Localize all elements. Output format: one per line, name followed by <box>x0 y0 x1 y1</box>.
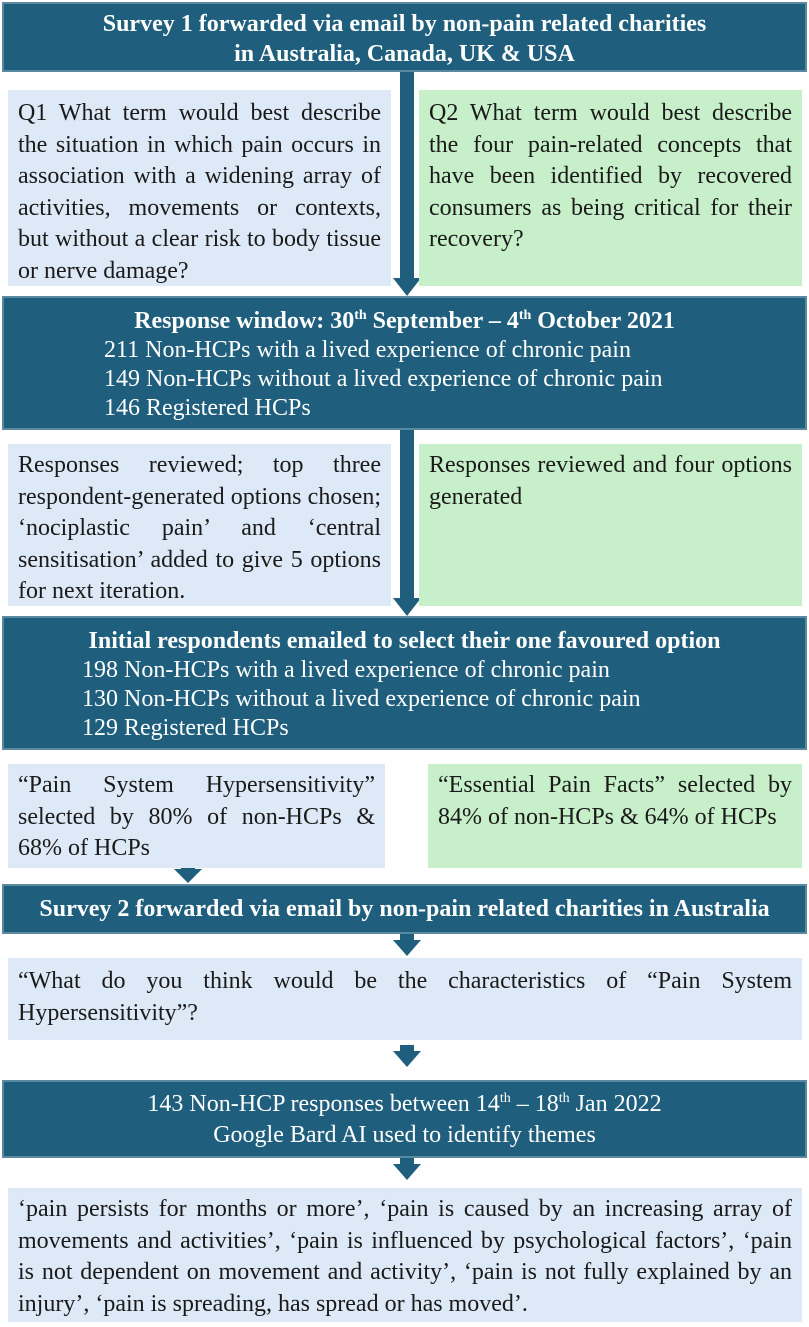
q1-text: Q1 What term would best describe the situation in which pain occurs in association with a widening array of activities, movements or contexts, but without a clear risk to body tissue or nerve damage? <box>18 100 381 284</box>
arrow-shaft-1 <box>400 66 414 286</box>
responses2-line2: Google Bard AI used to identify themes <box>213 1122 596 1148</box>
result-right-box <box>428 764 802 868</box>
q2-text: Q2 What term would best describe the four pain-related concepts that have been identified by recovered consumers as being critical for their recovery? <box>429 100 792 252</box>
response-window-line2: 149 Non-HCPs without a lived experience of chronic pain <box>104 366 663 392</box>
responses2-box <box>2 1080 807 1158</box>
arrow-down-icon <box>393 278 421 296</box>
initial-line3: 129 Registered HCPs <box>82 715 289 741</box>
initial-line2: 130 Non-HCPs without a lived experience of chronic pain <box>82 686 641 712</box>
response-window-line1: 211 Non-HCPs with a lived experience of chronic pain <box>104 337 631 363</box>
review-right-text: Responses reviewed and four options generated <box>429 452 792 510</box>
survey1-title-line1: Survey 1 forwarded via email by non-pain related charities <box>102 11 707 37</box>
initial-title: Initial respondents emailed to select their one favoured option <box>88 628 721 654</box>
themes-box <box>8 1188 802 1322</box>
arrow-down-icon <box>393 1164 421 1180</box>
result-left-text: “Pain System Hypersensitivity” selected by 80% of non-HCPs & 68% of HCPs <box>18 772 375 861</box>
survey1-header <box>2 2 807 72</box>
review-left-text: Responses reviewed; top three respondent-generated options chosen; ‘nociplastic pain’ and ‘central sensitisation’ added to give 5 options for next iteration. <box>18 452 381 604</box>
q1-box <box>8 90 391 286</box>
response-window-title: Response window: 30th September – 4th October 2021 <box>134 308 675 334</box>
result-right-text: “Essential Pain Facts” selected by 84% of non-HCPs & 64% of HCPs <box>438 772 792 830</box>
arrow-down-icon <box>393 598 421 616</box>
initial-line1: 198 Non-HCPs with a lived experience of chronic pain <box>82 657 610 683</box>
arrow-down-icon <box>174 869 202 883</box>
themes-text: ‘pain persists for months or more’, ‘pain is caused by an increasing array of movements and activities’, ‘pain is influenced by psychological factors’, ‘pain is not dependent on movement and activity’, ‘pain is not fully explained by an injury’, ‘pain is spreading, has spread or has moved’. <box>18 1196 792 1317</box>
q2-box <box>419 90 802 286</box>
survey2-header <box>2 884 807 934</box>
question2-text: “What do you think would be the characteristics of “Pain System Hypersensitivity”? <box>18 968 792 1026</box>
arrow-down-icon <box>393 1051 421 1067</box>
response-window-line3: 146 Registered HCPs <box>104 395 311 421</box>
question2-box <box>8 958 802 1040</box>
result-left-box <box>8 764 385 868</box>
survey1-title-line2: in Australia, Canada, UK & USA <box>234 41 575 67</box>
survey2-title: Survey 2 forwarded via email by non-pain related charities in Australia <box>39 896 770 922</box>
arrow-down-icon <box>393 940 421 956</box>
responses2-line1: 143 Non-HCP responses between 14th – 18th Jan 2022 <box>147 1091 662 1117</box>
initial-respondents-box <box>2 616 807 750</box>
response-window-box <box>2 296 807 430</box>
review-left-box <box>8 444 391 606</box>
review-right-box <box>419 444 802 606</box>
arrow-shaft-2 <box>400 430 414 600</box>
